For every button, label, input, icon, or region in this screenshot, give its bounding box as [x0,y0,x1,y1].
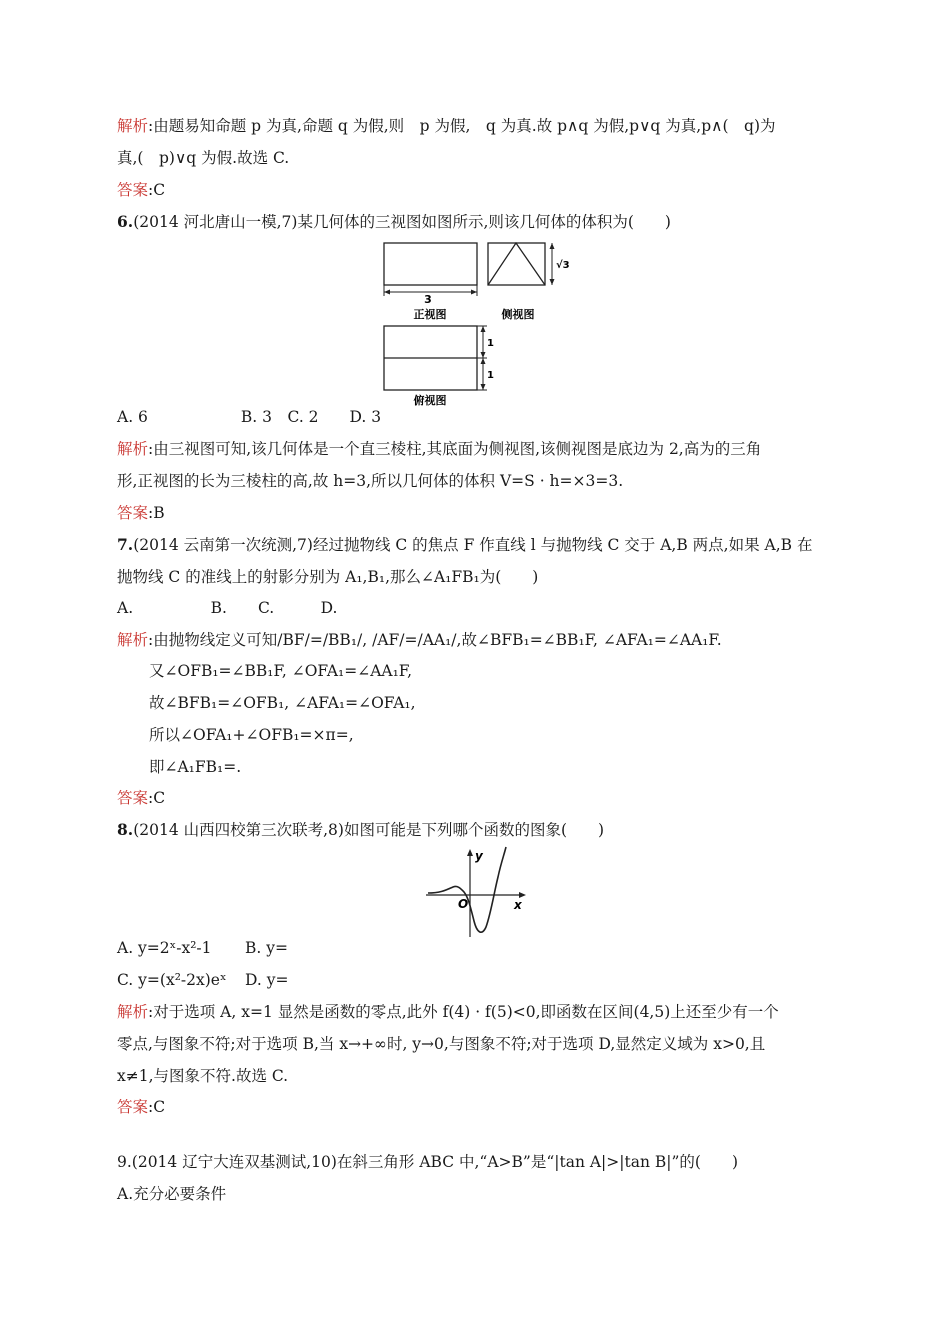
x-axis-label: x [514,898,522,912]
q7-analysis-line2: 又∠OFB₁=∠BB₁F, ∠OFA₁=∠AA₁F, [149,662,413,680]
q6-options: A. 6 B. 3 C. 2 D. 3 [117,408,382,426]
q8-analysis-line3: x≠1,与图象不符.故选 C. [117,1067,289,1085]
q7-analysis-line4: 所以∠OFA₁+∠OFB₁=×π=, [149,726,354,744]
q8-analysis-line2: 零点,与图象不符;对于选项 B,当 x→+∞时, y→0,与图象不符;对于选项 D,显然定义域为 x>0,且 [117,1035,766,1053]
front-width-label: 3 [424,293,432,306]
q7-stem-line2: 抛物线 C 的准线上的射影分别为 A₁,B₁,那么∠A₁FB₁为( ) [117,568,539,586]
q7-answer: 答案:C [117,789,166,807]
option-a: A. y=2ˣ-x²-1 [117,939,212,957]
front-view [384,243,477,321]
q8-analysis-line1: 解析:对于选项 A, x=1 显然是函数的零点,此外 f(4) · f(5)<0,即函数在区间(4,5)上还至少有一个 [117,1003,779,1021]
side-height-label: √3 [556,260,570,271]
q6-analysis-line1: 解析:由三视图可知,该几何体是一个直三棱柱,其底面为侧视图,该侧视图是底边为 2,高为的三角 [117,440,762,458]
q7-analysis-line5: 即∠A₁FB₁=. [149,758,242,776]
q8-options-row2 [117,970,289,990]
q7-options: A. B. C. D. [117,599,338,617]
analysis-label: 解析 [117,117,149,135]
q7-analysis-line3: 故∠BFB₁=∠OFB₁, ∠AFA₁=∠OFA₁, [149,694,416,712]
front-view-label: 正视图 [413,308,447,321]
top-view [384,326,494,407]
q7-stem-line1: 7.(2014 云南第一次统测,7)经过抛物线 C 的焦点 F 作直线 l 与抛物线 C 交于 A,B 两点,如果 A,B 在 [117,535,813,554]
option-b: B. y= [245,939,288,957]
q9-stem: 9.(2014 辽宁大连双基测试,10)在斜三角形 ABC 中,“A>B”是“|tan A|>|tan B|”的( ) [117,1153,739,1171]
q8-stem: 8.(2014 山西四校第三次联考,8)如图可能是下列哪个函数的图象( ) [117,820,605,839]
option-c: C. y=(x²-2x)eˣ [117,971,227,989]
function-graph-figure [420,843,540,939]
origin-label: O [458,897,469,911]
top-dim-1-label: 1 [487,338,494,349]
function-curve [428,847,506,932]
q5-answer: 答案:C [117,181,166,199]
q7-analysis-line1: 解析:由抛物线定义可知/BF/=/BB₁/, /AF/=/AA₁/,故∠BFB₁=∠BB₁F, ∠AFA₁=∠AA₁F. [117,631,722,649]
top-dim-2-label: 1 [487,370,494,381]
q9-option-a: A.充分必要条件 [117,1185,227,1203]
q6-stem: 6.(2014 河北唐山一模,7)某几何体的三视图如图所示,则该几何体的体积为( ) [117,212,671,231]
three-view-figure [370,238,590,410]
q6-analysis-line2: 形,正视图的长为三棱柱的高,故 h=3,所以几何体的体积 V=S · h=×3=3. [117,472,624,490]
q8-answer: 答案:C [117,1098,166,1116]
side-view-label: 侧视图 [501,308,535,321]
q5-analysis-line1: 解析:由题易知命题 p 为真,命题 q 为假,则 p 为假, q 为真.故 p∧q 为假,p∨q 为真,p∧( q)为 [117,117,776,135]
q8-options-row1 [117,938,288,958]
y-axis-label: y [475,849,483,863]
side-view [488,243,570,321]
option-d: D. y= [245,971,289,989]
top-view-label: 俯视图 [413,394,447,407]
q5-analysis-line2: 真,( p)∨q 为假.故选 C. [117,149,290,167]
q6-answer: 答案:B [117,504,165,522]
